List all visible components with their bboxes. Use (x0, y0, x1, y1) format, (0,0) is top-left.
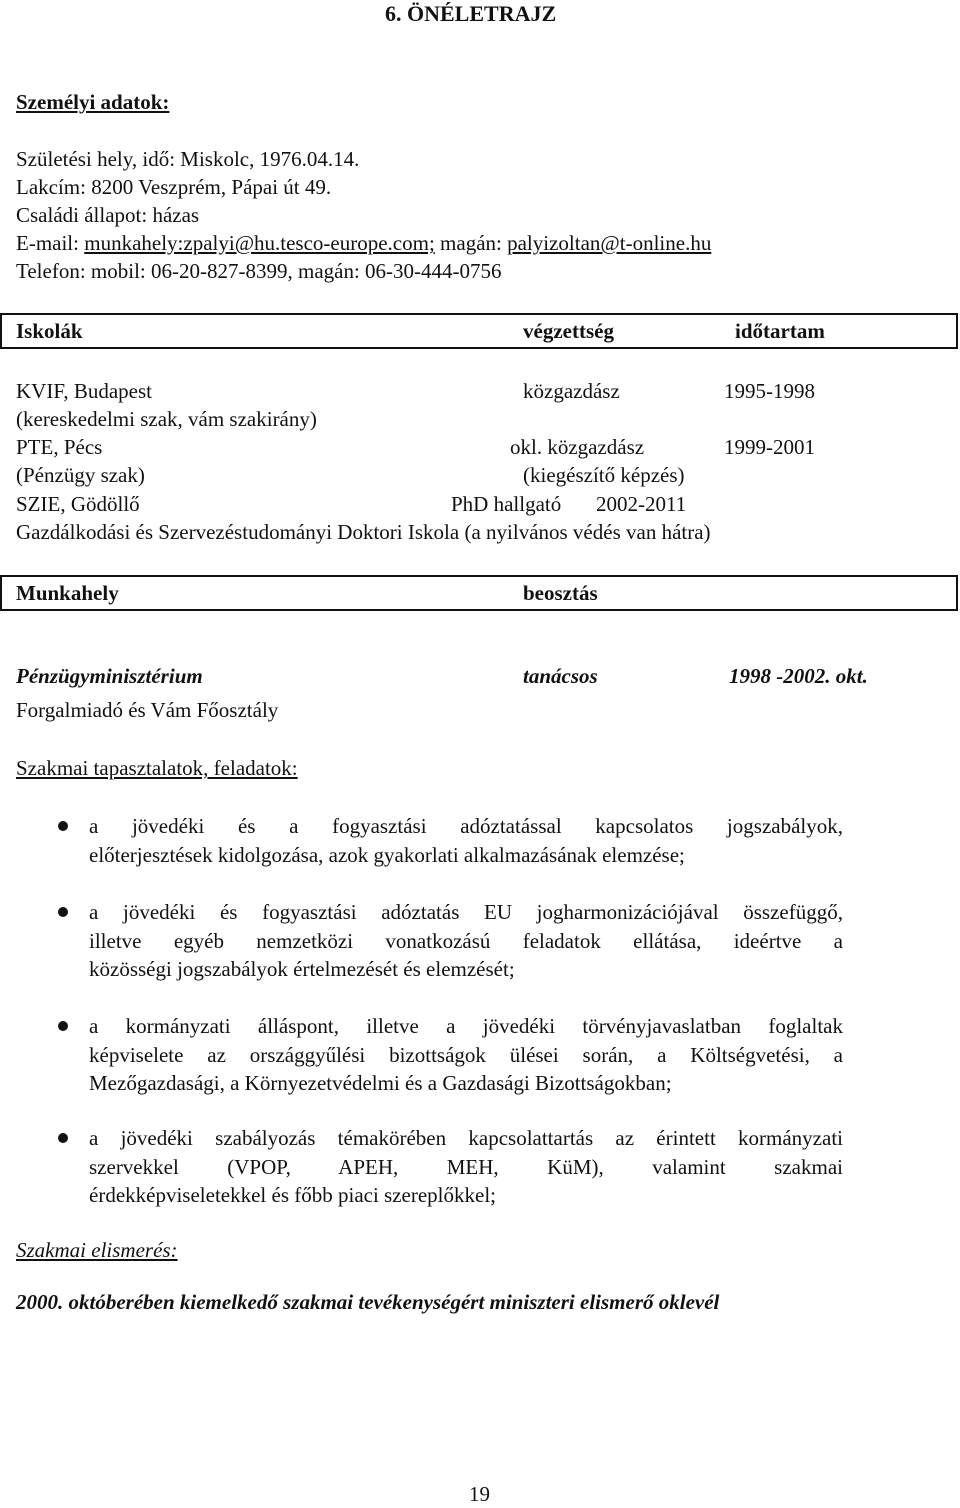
school-note: Gazdálkodási és Szervezéstudományi Doktori Iskola (a nyilvános védés van hátra) (16, 520, 711, 544)
page-title: 6. ÖNÉLETRAJZ (385, 1, 557, 26)
school-degree: közgazdász (523, 379, 620, 403)
experience-item (89, 1012, 843, 1098)
email-private-link[interactable]: palyizoltan@t-online.hu (507, 231, 712, 255)
recognition-text: 2000. októberében kiemelkedő szakmai tevékenységért miniszteri elismerő oklevél (16, 1290, 720, 1314)
email-private-label: magán: (434, 231, 508, 255)
experience-heading: Szakmai tapasztalatok, feladatok: (16, 756, 298, 780)
email-work-link[interactable]: munkahely:zpalyi@hu.tesco-europe.com; (84, 231, 435, 255)
work-header-box (0, 575, 958, 611)
workplace-name: Pénzügyminisztérium (16, 664, 203, 688)
bullet-icon (58, 1133, 68, 1143)
experience-line: szervekkel (VPOP, APEH, MEH, KüM), valamint szakmai (89, 1154, 843, 1179)
school-name: PTE, Pécs (16, 435, 103, 459)
workplace-position: tanácsos (523, 664, 598, 688)
experience-line: képviselete az országgyűlési bizottságok ülései során, a Költségvetési, a (89, 1042, 843, 1067)
experience-line: a kormányzati álláspont, illetve a jövedéki törvényjavaslatban foglaltak (89, 1014, 843, 1038)
experience-item (89, 812, 843, 869)
experience-line: közösségi jogszabályok értelmezését és elemzését; (89, 957, 515, 981)
family-line: Családi állapot: házas (16, 203, 200, 227)
bullet-icon (58, 821, 68, 831)
school-degree-note: (kiegészítő képzés) (523, 463, 685, 487)
schools-header-school: Iskolák (16, 319, 83, 343)
experience-line: a jövedéki és fogyasztási adóztatás EU jogharmonizációjával összefüggő, (89, 900, 843, 924)
workplace-period: 1998 -2002. okt. (729, 664, 868, 688)
school-period: 1999-2001 (724, 435, 815, 459)
school-degree: PhD hallgató (451, 492, 562, 516)
birth-line: Születési hely, idő: Miskolc, 1976.04.14. (16, 147, 360, 171)
experience-line: illetve egyéb nemzetközi vonatkozású feladatok ellátása, ideértve a (89, 928, 843, 953)
workplace-note: Forgalmiadó és Vám Főosztály (16, 698, 279, 722)
email-line (16, 229, 711, 257)
school-period: 1995-1998 (724, 379, 815, 403)
school-name: SZIE, Gödöllő (16, 492, 140, 516)
recognition-heading: Szakmai elismerés: (16, 1238, 178, 1262)
school-name: KVIF, Budapest (16, 379, 152, 403)
experience-item (89, 898, 843, 984)
schools-header-degree: végzettség (523, 319, 614, 343)
experience-line: a jövedéki szabályozás témakörében kapcsolattartás az érintett kormányzati (89, 1126, 843, 1150)
experience-line: érdekképviseletekkel és főbb piaci szereplőkkel; (89, 1183, 496, 1207)
schools-header-box (0, 313, 958, 349)
page-number: 19 (469, 1482, 490, 1506)
schools-header-period: időtartam (735, 319, 825, 343)
school-note: (Pénzügy szak) (16, 463, 145, 487)
address-line: Lakcím: 8200 Veszprém, Pápai út 49. (16, 175, 332, 199)
bullet-icon (58, 907, 68, 917)
school-degree: okl. közgazdász (510, 435, 645, 459)
email-label: E-mail: (16, 231, 85, 255)
school-period: 2002-2011 (596, 492, 687, 516)
experience-item (89, 1124, 843, 1210)
school-note: (kereskedelmi szak, vám szakirány) (16, 407, 317, 431)
phone-line: Telefon: mobil: 06-20-827-8399, magán: 06-30-444-0756 (16, 259, 502, 283)
work-header-workplace: Munkahely (16, 581, 119, 605)
bullet-icon (58, 1021, 68, 1031)
experience-line: a jövedéki és a fogyasztási adóztatással kapcsolatos jogszabályok, (89, 814, 843, 838)
work-header-position: beosztás (523, 581, 598, 605)
personal-heading: Személyi adatok: (16, 90, 170, 114)
experience-line: Mezőgazdasági, a Környezetvédelmi és a Gazdasági Bizottságokban; (89, 1071, 672, 1095)
experience-line: előterjesztések kidolgozása, azok gyakorlati alkalmazásának elemzése; (89, 842, 685, 867)
